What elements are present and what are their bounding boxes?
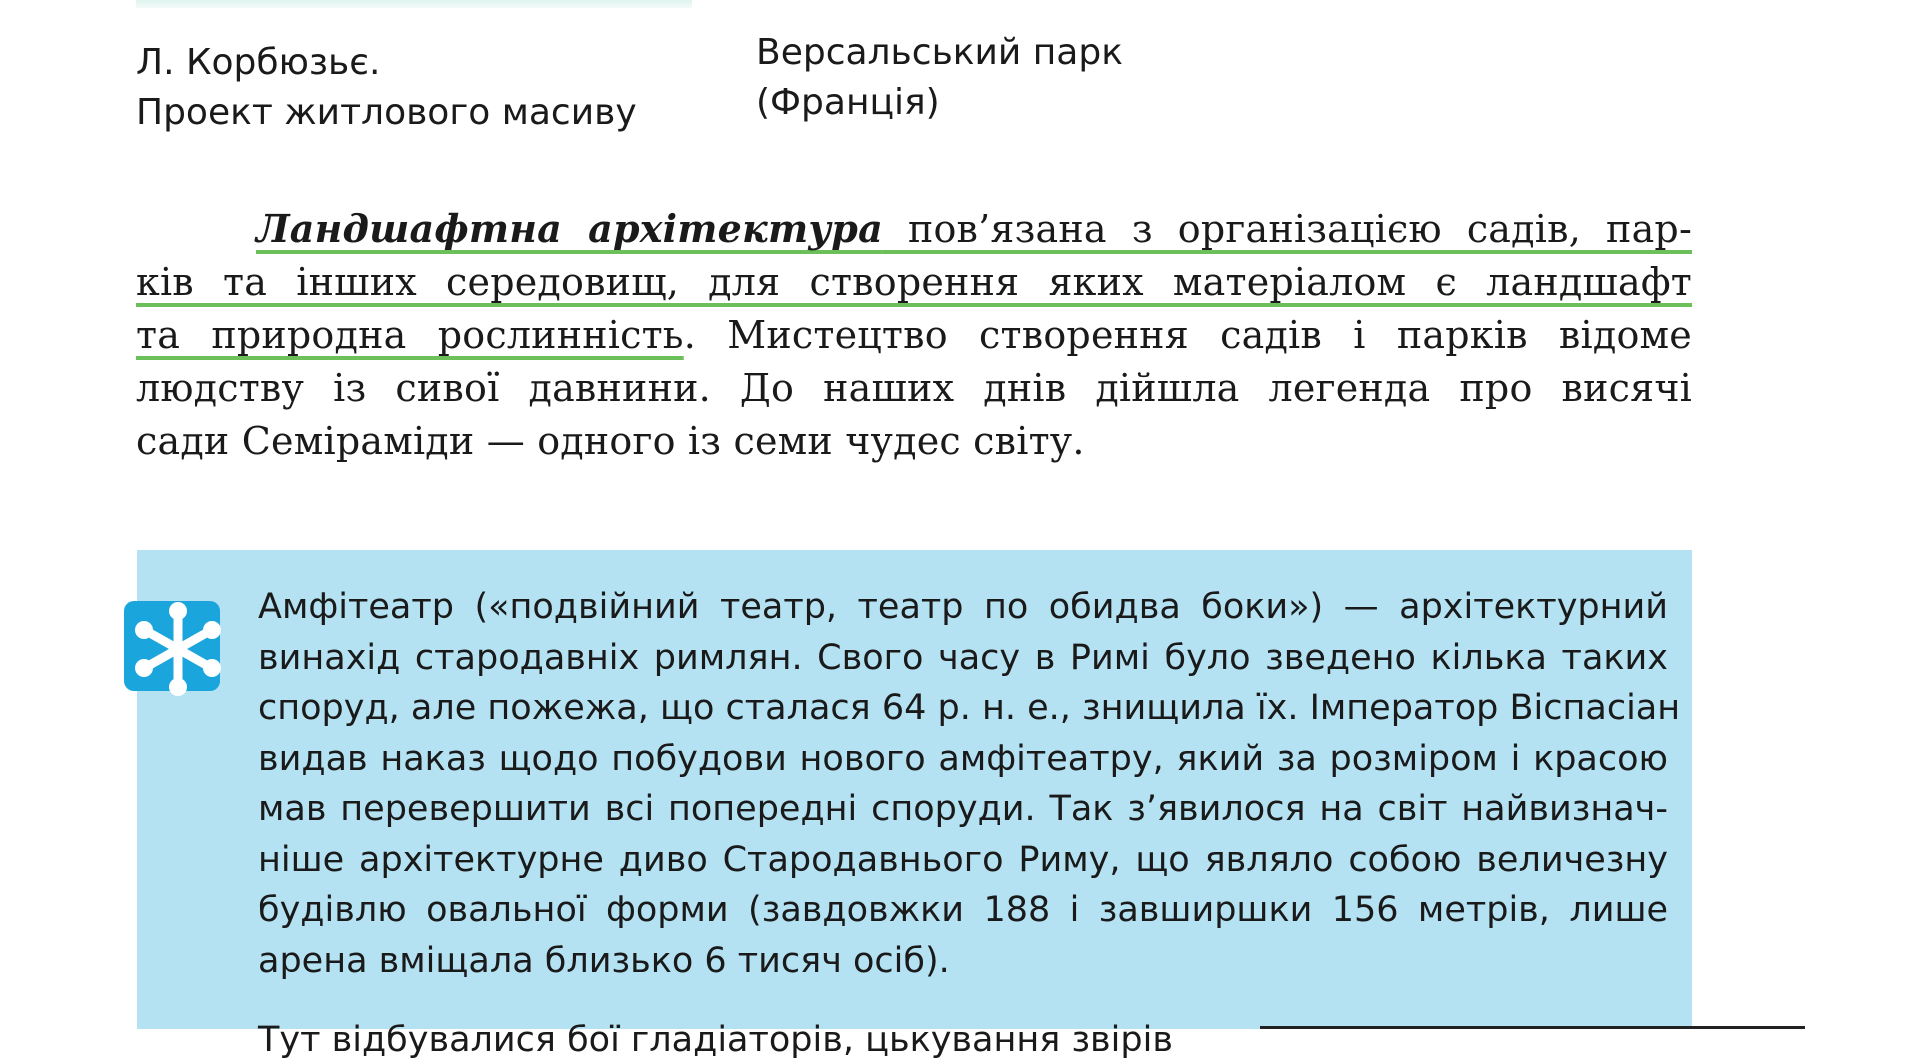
- paragraph-line-1: [136, 202, 1692, 256]
- info-line: арена вміщала близько 6 тисяч осіб).: [258, 940, 950, 981]
- info-line: винахід стародавніх римлян. Свого часу в Римі було зведено кілька таких: [258, 637, 1668, 678]
- paragraph-line-1-rest: пов’язана з організацією садів, пар-: [882, 207, 1692, 251]
- paragraph-line-3-rest: . Мистецтво створення садів і парків відоме: [683, 313, 1692, 357]
- top-decorative-strip: [136, 0, 692, 8]
- paragraph-line-4: людству із сивої давнини. До наших днів дійшла легенда про висячі: [136, 366, 1692, 410]
- caption-left-line-2: Проект житлового масиву: [136, 92, 637, 133]
- info-line: Амфітеатр («подвійний театр, театр по обидва боки») — архітектурний: [258, 587, 1668, 627]
- amphitheatre-text: [258, 582, 1681, 986]
- bottom-divider: [1260, 1026, 1805, 1029]
- info-cut-off-line: Тут відбувалися бої гладіаторів, цькування звірів: [258, 1020, 1173, 1060]
- paragraph-line-2: ків та інших середовищ, для створення яких матеріалом є ландшафт: [136, 260, 1692, 304]
- caption-corbusier: [136, 38, 637, 138]
- caption-left-line-1: Л. Корбюзьє.: [136, 42, 381, 83]
- info-line: будівлю овальної форми (завдовжки 188 і завширшки 156 метрів, лише: [258, 890, 1668, 930]
- term-landscape-architecture: Ландшафтна архітектура: [256, 206, 883, 251]
- caption-versailles: [756, 28, 1123, 128]
- paragraph-line-3: [136, 309, 1692, 362]
- asterisk-icon: [120, 587, 230, 697]
- info-line: ніше архітектурне диво Стародавнього Риму, що являло собою величезну: [258, 839, 1668, 880]
- info-line: споруд, але пожежа, що сталася 64 р. н. е., знищила їх. Імператор Віспасіан: [258, 688, 1681, 728]
- info-line: мав перевершити всі попередні споруди. Так з’явилося на світ найвизнач-: [258, 789, 1668, 829]
- paragraph-line-5: сади Семіраміди — одного із семи чудес світу.: [136, 419, 1085, 463]
- paragraph-line-3-underlined: та природна рослинність: [136, 313, 684, 357]
- info-line: видав наказ щодо побудови нового амфітеатру, який за розміром і красою: [258, 738, 1668, 779]
- caption-right-line-1: Версальський парк: [756, 32, 1123, 73]
- landscape-architecture-paragraph: [136, 202, 1692, 468]
- caption-right-line-2: (Франція): [756, 82, 940, 123]
